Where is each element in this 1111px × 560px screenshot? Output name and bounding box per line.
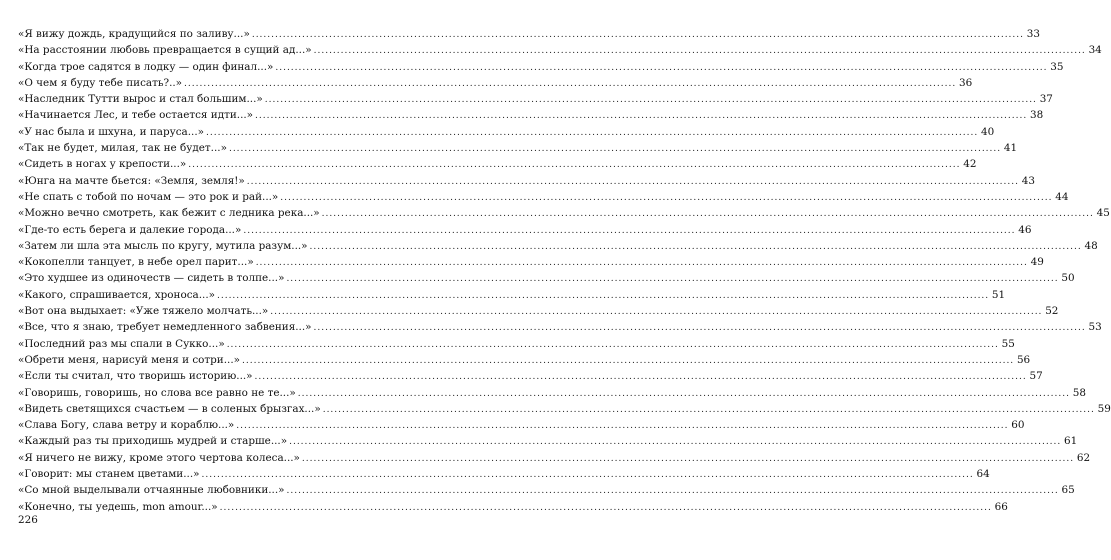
toc-entry [18,140,1018,156]
toc-dot-leader: ........................................................................................................................................................................................................ [254,372,1027,383]
toc-dot-leader: ........................................................................................................................................................................................................ [255,111,1028,122]
toc-entry-title: «Сидеть в ногах у крепости...» [18,158,187,171]
toc-dot-leader: ........................................................................................................................................................................................................ [188,160,961,171]
toc-entry-page: 36 [958,76,973,89]
toc-dot-leader: ........................................................................................................................................................................................................ [321,209,1094,220]
toc-entry-page: 52 [1045,305,1059,318]
toc-entry [18,124,995,140]
toc-dot-leader: ........................................................................................................................................................................................................ [246,176,1019,187]
toc-entry [18,59,1064,75]
toc-entry-page: 61 [1064,435,1078,448]
toc-dot-leader: ........................................................................................................................................................................................................ [264,95,1037,106]
toc-entry [18,270,1075,286]
toc-entry-page: 65 [1061,484,1075,497]
toc-dot-leader: ........................................................................................................................................................................................................ [226,339,999,350]
toc-entry-title: «Все, что я знаю, требует немедленного забвения...» [18,321,312,334]
toc-entry-title: «Со мной выделывали отчаянные любовники...» [18,484,285,497]
toc-entry-title: «Я ничего не вижу, кроме этого чертова колеса...» [18,451,300,464]
toc-entry-page: 59 [1097,402,1111,415]
toc-entry-title: «Какого, спрашивается, хроноса...» [18,288,215,301]
toc-entry-page: 33 [1026,28,1040,40]
toc-entry-page: 66 [994,500,1008,513]
toc-entry-title: «Юнга на мачте бьется: «Земля, земля!» [18,174,245,187]
toc-entry-title: «Говоришь, говоришь, но слова все равно не те...» [18,386,296,399]
toc-entry [18,26,1040,42]
toc-entry [18,173,1035,189]
toc-entry-title: «Начинается Лес, и тебе остается идти...» [18,109,254,122]
toc-dot-leader: ........................................................................................................................................................................................................ [242,355,1015,366]
toc-entry-page: 55 [1001,337,1015,350]
toc-entry-title: «Я вижу дождь, крадущийся по заливу...» [18,28,250,40]
toc-dot-leader: ........................................................................................................................................................................................................ [184,78,957,89]
toc-dot-leader: ........................................................................................................................................................................................................ [275,62,1048,73]
toc-entry-title: «Наследник Тутти вырос и стал большим...» [18,93,263,106]
toc-dot-leader: ........................................................................................................................................................................................................ [313,46,1086,57]
toc-entry [18,450,1091,466]
toc-entry [18,75,973,91]
toc-dot-leader: ........................................................................................................................................................................................................ [243,225,1016,236]
toc-dot-leader: ........................................................................................................................................................................................................ [301,453,1075,464]
toc-entry [18,156,977,172]
toc-dot-leader: ........................................................................................................................................................................................................ [236,421,1009,432]
toc-entry-page: 46 [1018,223,1032,236]
toc-entry-title: «Каждый раз ты приходишь мудрей и старше...» [18,435,288,448]
toc-entry [18,499,1008,515]
toc-entry-title: «Не спать с тобой по ночам — это рок и рай...» [18,190,279,203]
toc-entry [18,352,1031,368]
page-number: 226 [18,514,38,526]
toc-entry-page: 50 [1061,272,1075,285]
toc-dot-leader: ........................................................................................................................................................................................................ [251,30,1024,40]
toc-dot-leader: ........................................................................................................................................................................................................ [201,470,974,481]
toc-entry-title: «Вот она выдыхает: «Уже тяжело молчать...» [18,305,269,318]
toc-entry [18,319,1102,335]
toc-entry-page: 57 [1029,370,1043,383]
toc-entry [18,401,1111,417]
table-of-contents [18,26,1111,515]
toc-entry [18,368,1043,384]
toc-entry-title: «Если ты считал, что творишь историю...» [18,370,253,383]
toc-entry-title: «Последний раз мы спали в Сукко...» [18,337,225,350]
toc-entry [18,107,1044,123]
toc-entry-page: 60 [1011,419,1025,432]
toc-entry-page: 38 [1029,109,1044,122]
toc-dot-leader: ........................................................................................................................................................................................................ [322,404,1095,415]
toc-entry-title: «Обрети меня, нарисуй меня и сотри...» [18,353,240,366]
toc-entry-title: «Так не будет, милая, так не будет...» [18,142,227,155]
toc-entry-page: 51 [991,288,1006,301]
toc-entry-title: «О чем я буду тебе писать?..» [18,76,183,89]
toc-entry-page: 58 [1072,386,1086,399]
toc-entry [18,42,1102,58]
toc-entry-page: 62 [1076,451,1091,464]
toc-entry [18,91,1053,107]
toc-entry-title: «На расстоянии любовь превращается в сущий ад...» [18,44,312,57]
toc-entry [18,303,1059,319]
toc-entry [18,205,1110,221]
toc-entry-title: «Когда трое садятся в лодку — один финал...» [18,60,274,73]
toc-entry-page: 35 [1050,60,1064,73]
toc-dot-leader: ........................................................................................................................................................................................................ [309,241,1082,252]
toc-dot-leader: ........................................................................................................................................................................................................ [286,274,1059,285]
toc-dot-leader: ........................................................................................................................................................................................................ [289,437,1062,448]
toc-entry [18,189,1069,205]
toc-entry [18,417,1025,433]
toc-dot-leader: ........................................................................................................................................................................................................ [219,502,992,513]
toc-dot-leader: ........................................................................................................................................................................................................ [255,258,1028,269]
toc-entry-title: «Конечно, ты уедешь, mon amour...» [18,500,218,513]
toc-entry-title: «Затем ли шла эта мысль по кругу, мутила разум...» [18,239,308,252]
toc-entry-page: 56 [1016,353,1031,366]
toc-dot-leader: ........................................................................................................................................................................................................ [280,192,1053,203]
toc-entry [18,433,1078,449]
toc-entry-page: 48 [1084,239,1098,252]
toc-dot-leader: ........................................................................................................................................................................................................ [286,486,1059,497]
toc-entry [18,238,1098,254]
toc-entry-page: 43 [1021,174,1035,187]
toc-entry [18,222,1032,238]
toc-entry [18,466,990,482]
toc-dot-leader: ........................................................................................................................................................................................................ [270,307,1043,318]
toc-entry-page: 64 [976,468,990,481]
toc-entry [18,336,1015,352]
toc-entry-page: 53 [1088,321,1102,334]
toc-entry-title: «Кокопелли танцует, в небе орел парит...» [18,256,254,269]
toc-dot-leader: ........................................................................................................................................................................................................ [228,144,1002,155]
toc-entry-page: 44 [1055,190,1069,203]
toc-entry-page: 37 [1039,93,1053,106]
toc-dot-leader: ........................................................................................................................................................................................................ [206,127,979,138]
toc-dot-leader: ........................................................................................................................................................................................................ [313,323,1086,334]
toc-entry-title: «Слава Богу, слава ветру и кораблю...» [18,419,235,432]
toc-entry-title: «Это худшее из одиночеств — сидеть в толпе...» [18,272,285,285]
toc-entry-page: 49 [1030,256,1044,269]
toc-entry [18,254,1044,270]
toc-entry [18,287,1006,303]
toc-entry [18,482,1075,498]
toc-entry-page: 34 [1088,44,1102,57]
toc-entry-page: 41 [1003,142,1018,155]
toc-entry-title: «Видеть светящихся счастьем — в соленых брызгах...» [18,402,321,415]
toc-entry-page: 40 [980,125,995,138]
toc-entry-page: 42 [963,158,977,171]
toc-entry-title: «Где-то есть берега и далекие города...» [18,223,242,236]
toc-entry-page: 45 [1096,207,1110,220]
toc-dot-leader: ........................................................................................................................................................................................................ [297,388,1070,399]
toc-entry [18,385,1086,401]
toc-entry-title: «Говорит: мы станем цветами...» [18,468,200,481]
toc-dot-leader: ........................................................................................................................................................................................................ [216,290,990,301]
toc-entry-title: «Можно вечно смотреть, как бежит с ледника река...» [18,207,320,220]
toc-entry-title: «У нас была и шхуна, и паруса...» [18,125,205,138]
